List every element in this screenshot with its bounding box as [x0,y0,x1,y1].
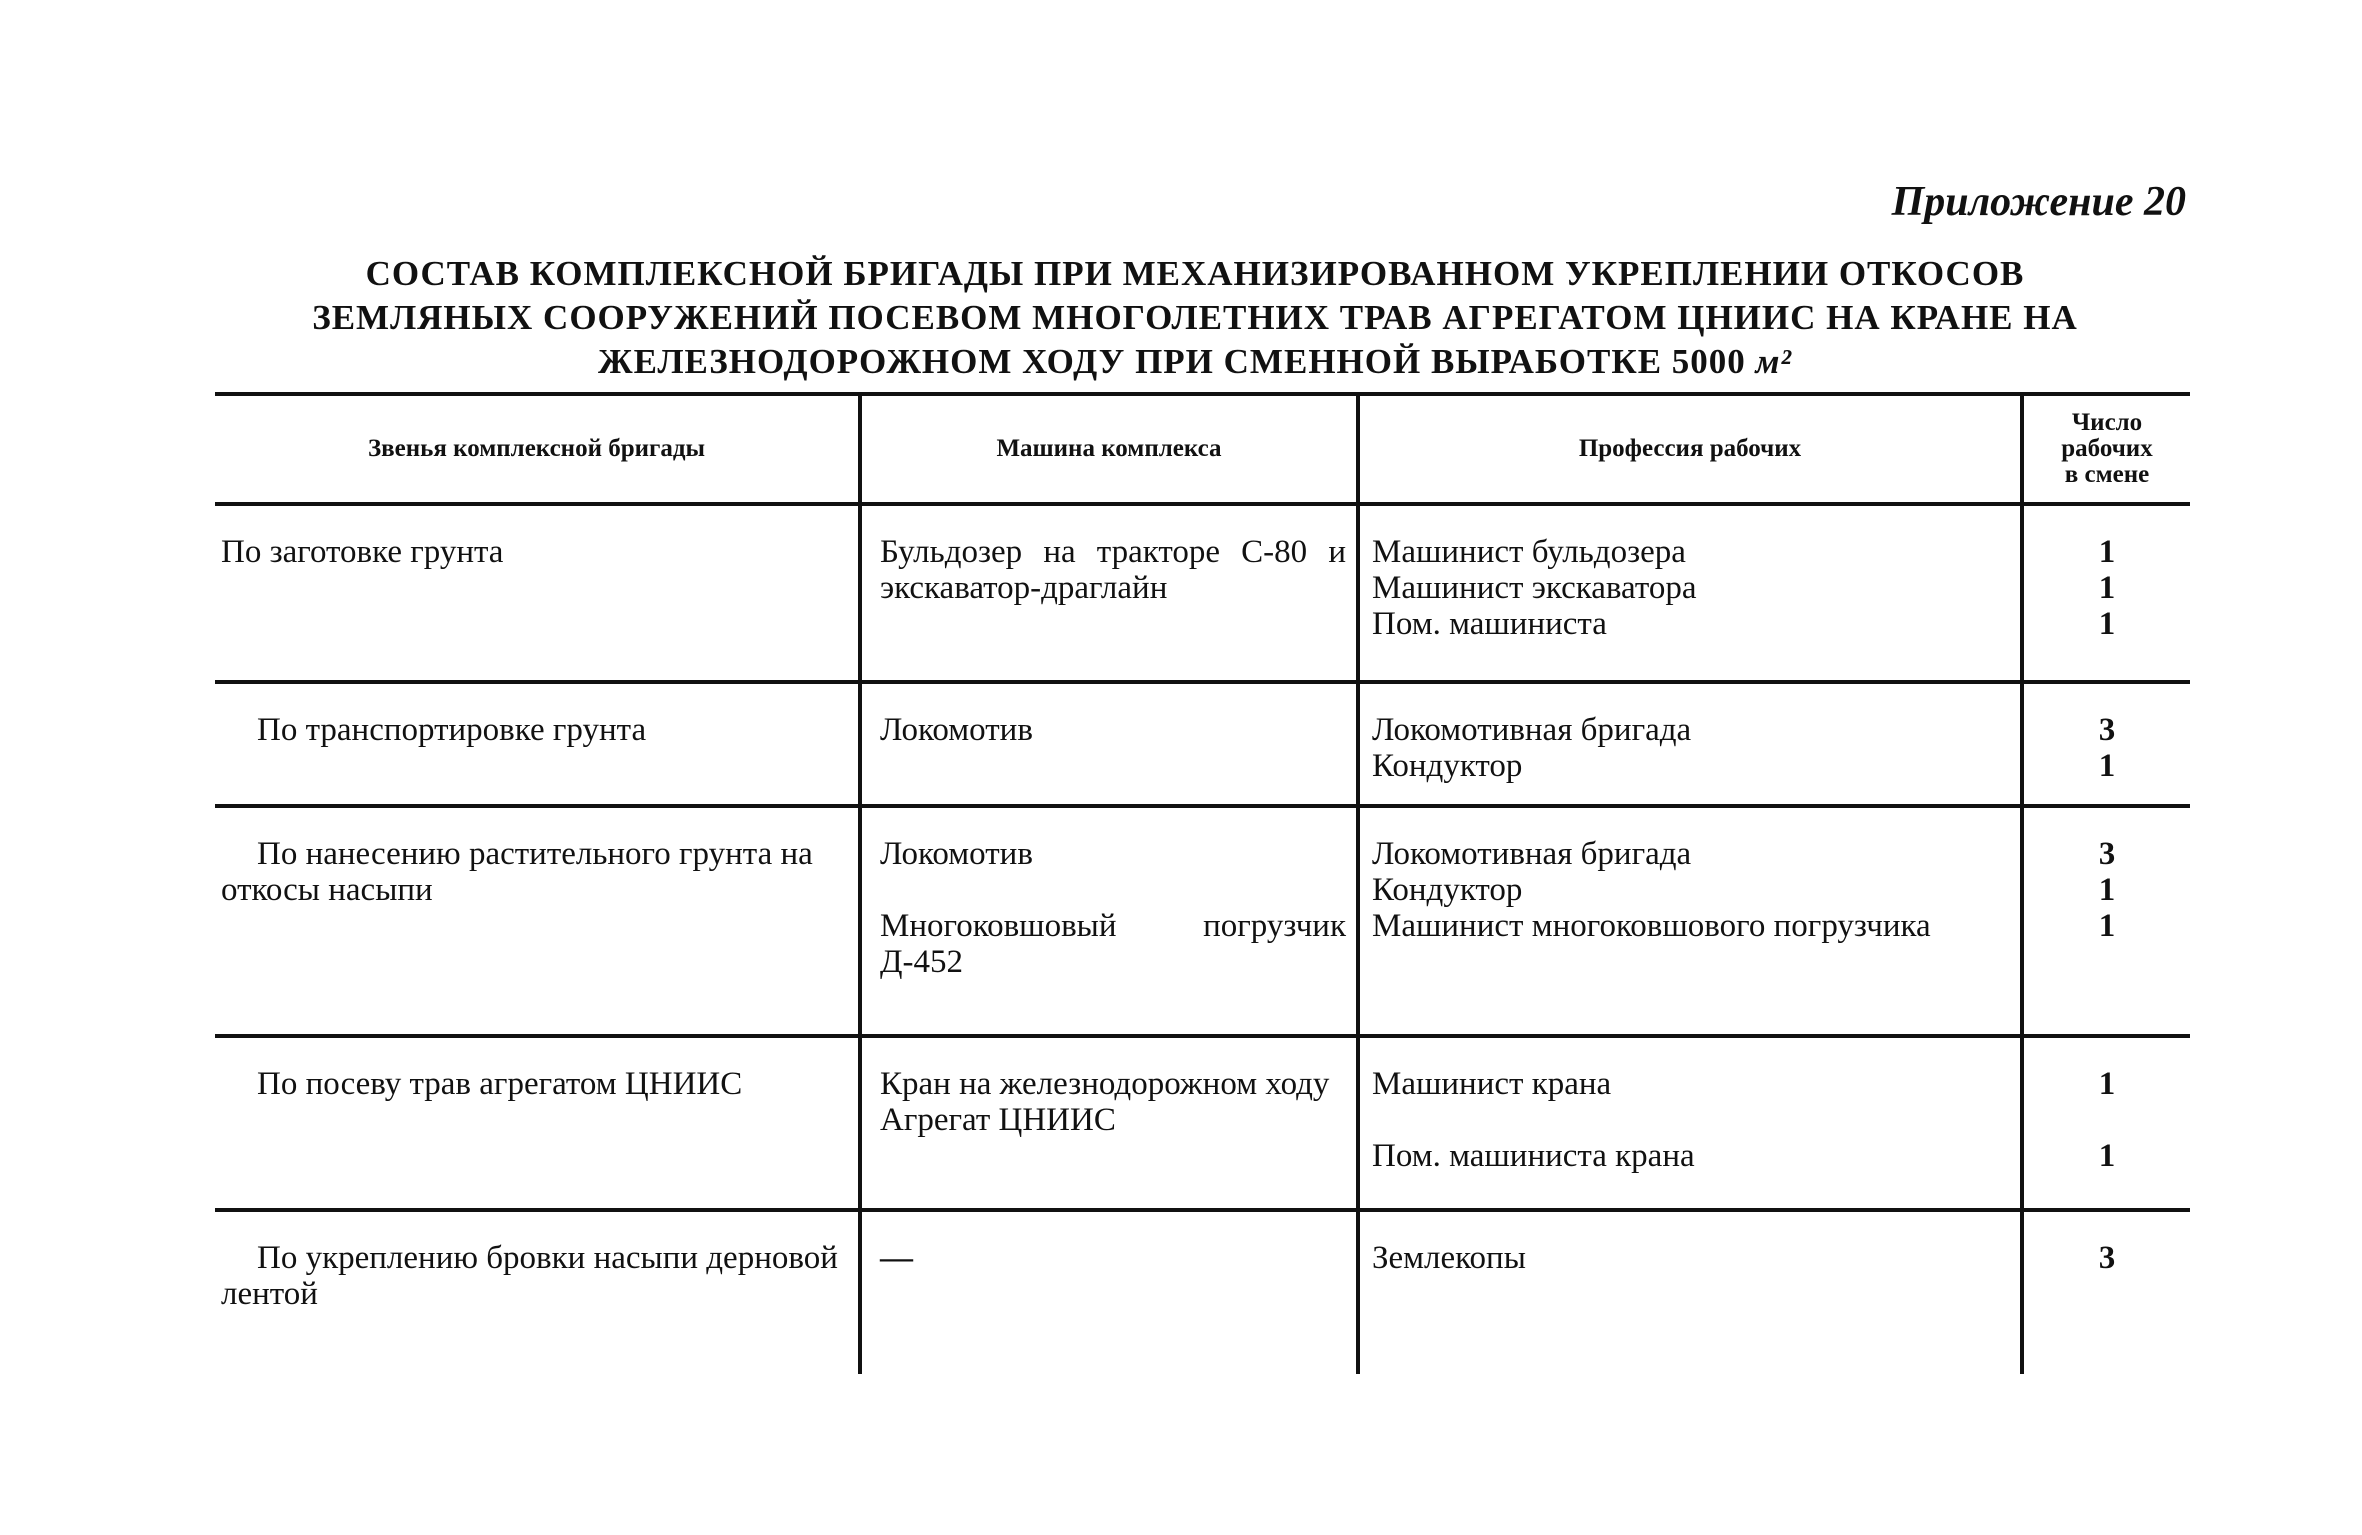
machine-item: Локомотив [880,836,1033,872]
profession-item: Локомотивная бригада [1372,712,1692,748]
profession-item: Кондуктор [1372,872,1523,908]
profession-item: Машинист экскаватора [1372,570,1697,606]
row-unit-text: По укреплению бровки насыпи дерновой лентой [221,1240,838,1312]
profession-item: Пом. машиниста [1372,606,1607,642]
count-value: 3 [2098,836,2116,872]
title-line-3-text: ЖЕЛЕЗНОДОРОЖНОМ ХОДУ ПРИ СМЕННОЙ ВЫРАБОТКЕ 5000 [597,342,1746,381]
row-unit: По заготовке грунта [221,534,504,570]
row-unit-text: По транспортировке грунта [257,712,647,748]
profession-item: Машинист бульдозера [1372,534,1686,570]
row-unit-text: По нанесению растительного грунта на откосы насыпи [221,836,813,908]
count-value: 1 [2098,908,2116,944]
profession-item: Землекопы [1372,1240,1526,1276]
count-value: 1 [2098,570,2116,606]
table-row [215,1036,2190,1210]
profession-item: Локомотивная бригада [1372,836,1692,872]
row-unit [215,682,860,806]
profession-item: Машинист многоковшового погрузчика [1372,908,1931,944]
row-counts [2022,682,2190,806]
count-value: 1 [2098,748,2116,784]
row-counts [2022,1210,2190,1374]
table-body [215,504,2190,1374]
brigade-table [215,392,2190,1374]
count-value: 1 [2098,1138,2116,1174]
title-line-2: ЗЕМЛЯНЫХ СООРУЖЕНИЙ ПОСЕВОМ МНОГОЛЕТНИХ ТРАВ АГРЕГАТОМ ЦНИИС НА КРАНЕ НА [312,298,2078,337]
row-unit [215,1210,860,1374]
row-machine: Бульдозер на тракторе С-80 и экскаватор-драглайн [860,504,1358,682]
machine-item: Кран на железнодорожном ходу [880,1066,1330,1102]
profession-item: Пом. машиниста крана [1372,1138,1695,1174]
profession-item: Машинист крана [1372,1066,1612,1102]
header-count-line-1: Число [2071,409,2143,436]
header-machine: Машина комплекса [860,394,1358,504]
row-professions [1358,1036,2022,1210]
count-value: 3 [2098,712,2116,748]
count-value: 1 [2098,534,2116,570]
row-counts [2022,504,2190,682]
header-unit: Звенья комплексной бригады [367,435,706,462]
row-professions [1358,504,2022,682]
header-profession: Профессия рабочих [1358,394,2022,504]
table-row [215,806,2190,1036]
count-value: 1 [2098,1066,2116,1102]
count-value: 1 [2098,606,2116,642]
table-row [215,1210,2190,1374]
count-value: 1 [2098,872,2116,908]
row-unit [215,806,860,1036]
title-line-3 [220,340,2170,384]
table-row [215,682,2190,806]
row-counts [2022,1036,2190,1210]
table-row [215,504,2190,682]
count-value: 3 [2098,1240,2116,1276]
spacer [1372,1102,2008,1138]
profession-item: Кондуктор [1372,748,1523,784]
spacer [880,872,1346,908]
row-machine [860,806,1358,1036]
row-professions [1358,1210,2022,1374]
machine-item: Многоковшовый погрузчик Д-452 [880,908,1346,980]
machine-item: Агрегат ЦНИИС [880,1102,1116,1138]
header-count [2022,394,2190,504]
row-unit [215,1036,860,1210]
row-counts [2022,806,2190,1036]
appendix-label: Приложение 20 [1891,179,2186,225]
title-unit: м² [1755,342,1793,381]
header-row [215,394,2190,504]
row-machine: Локомотив [860,682,1358,806]
document-title [220,252,2170,384]
row-machine: — [860,1210,1358,1374]
row-machine [860,1036,1358,1210]
header-count-line-2: рабочих [2061,435,2153,462]
title-line-1: СОСТАВ КОМПЛЕКСНОЙ БРИГАДЫ ПРИ МЕХАНИЗИРОВАННОМ УКРЕПЛЕНИИ ОТКОСОВ [365,254,2025,293]
row-unit-text: По посеву трав агрегатом ЦНИИС [257,1066,743,1102]
table-header [215,394,2190,504]
spacer [2036,1102,2178,1138]
header-count-line-3: в смене [2064,461,2150,488]
row-professions [1358,682,2022,806]
row-professions [1358,806,2022,1036]
